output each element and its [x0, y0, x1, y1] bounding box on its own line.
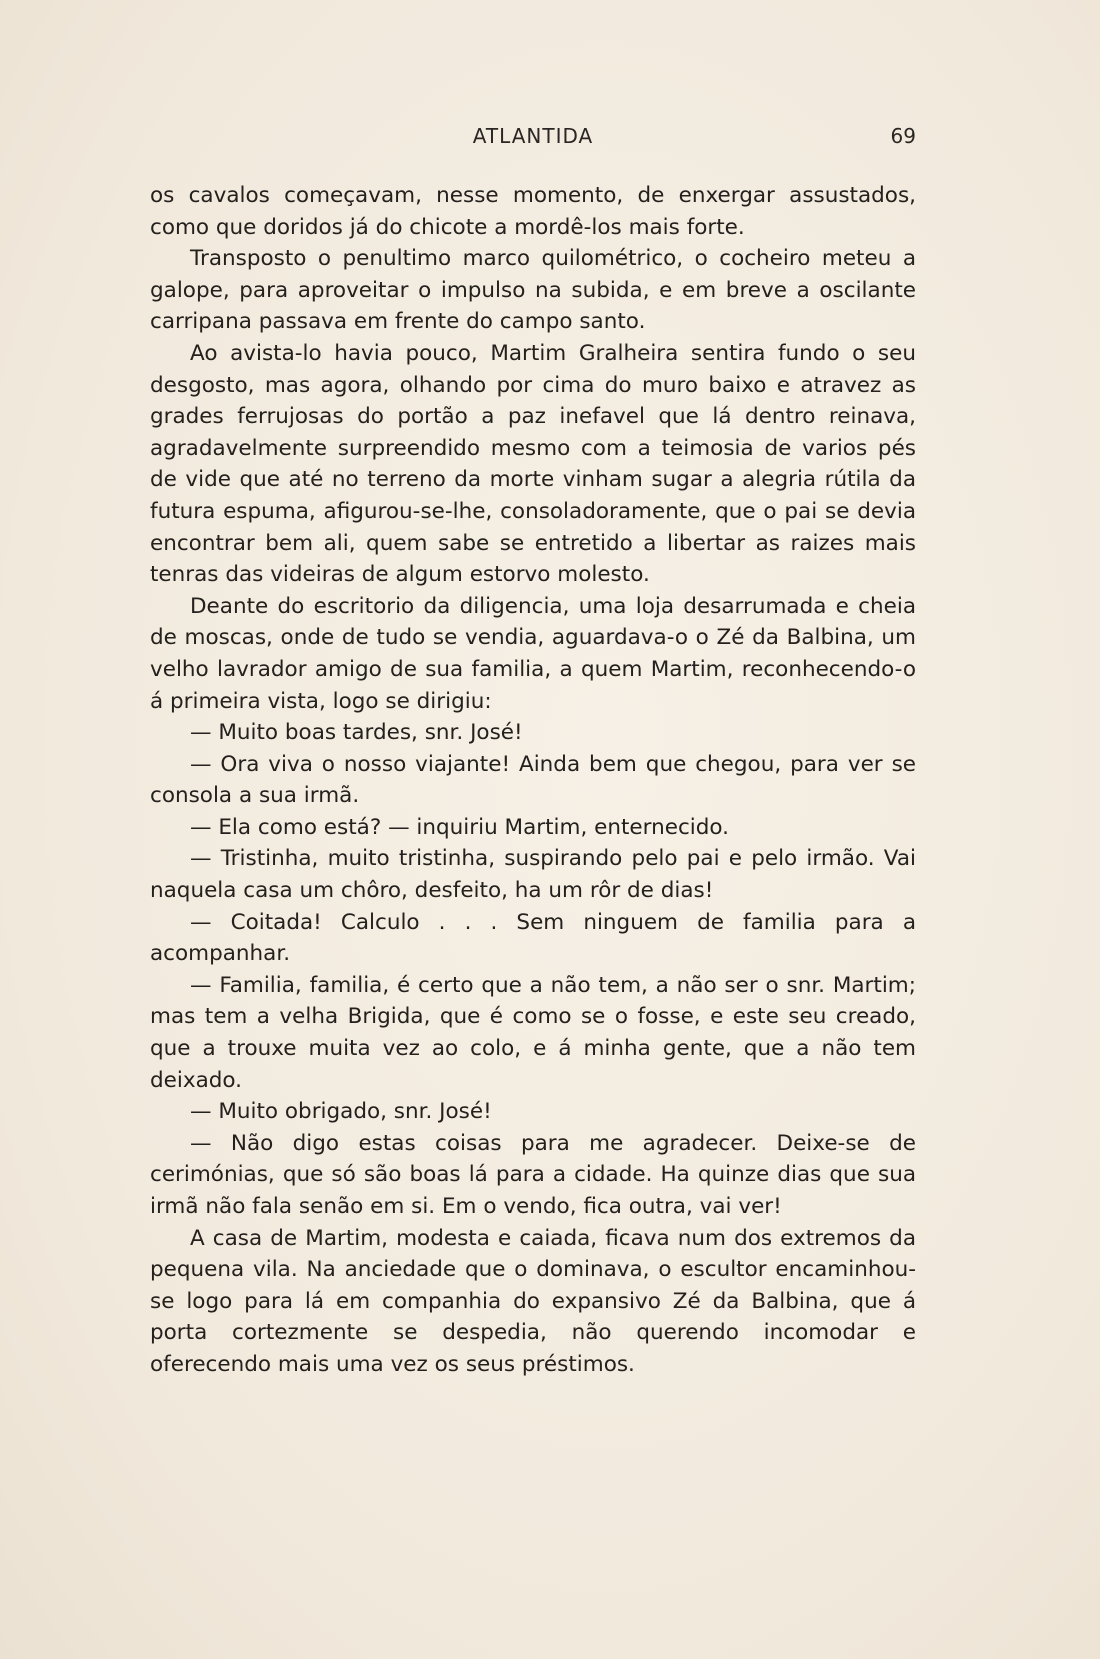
running-title: ATLANTIDA [472, 124, 594, 148]
dialogue-line: — Coitada! Calculo . . . Sem ninguem de familia para a acompanhar. [150, 909, 916, 967]
paragraph: A casa de Martim, modesta e caiada, ficava num dos extremos da pequena vila. Na anciedade que o dominava, o escultor encaminhou-se logo para lá em companhia do expansivo Zé da Balbina, que á porta cortezmente se despedia, não querendo incomodar e oferecendo mais uma vez os seus préstimos. [150, 1225, 916, 1377]
paragraph: Transposto o penultimo marco quilométrico, o cocheiro meteu a galope, para aproveitar o impulso na subida, e em breve a oscilante carripana passava em frente do campo santo. [150, 246, 916, 335]
dialogue-line: — Não digo estas coisas para me agradecer. Deixe-se de cerimónias, que só são boas lá para a cidade. Ha quinze dias que sua irmã não fala senão em si. Em o vendo, fica outra, vai ver! [150, 1130, 916, 1219]
dialogue-line: — Ela como está? — inquiriu Martim, enternecido. [190, 814, 730, 840]
page-number: 69 [890, 124, 916, 148]
dialogue-line: — Muito boas tardes, snr. José! [190, 720, 523, 746]
dialogue-line: — Muito obrigado, snr. José! [190, 1099, 492, 1125]
dialogue-line: — Familia, familia, é certo que a não tem, a não ser o snr. Martim; mas tem a velha Brigida, que é como se o fosse, e este seu creado, que a trouxe muita vez ao colo, e á minha gente, que a não tem deixado. [150, 972, 916, 1093]
dialogue-line: — Ora viva o nosso viajante! Ainda bem que chegou, para ver se consola a sua irmã. [150, 751, 916, 809]
dialogue-line: — Tristinha, muito tristinha, suspirando pelo pai e pelo irmão. Vai naquela casa um chôro, desfeito, ha um rôr de dias! [150, 846, 916, 904]
paragraph: os cavalos começavam, nesse momento, de enxergar assustados, como que doridos já do chicote a mordê-los mais forte. [150, 183, 916, 240]
paragraph: Ao avista-lo havia pouco, Martim Gralheira sentira fundo o seu desgosto, mas agora, olhando por cima do muro baixo e atravez as grades ferrujosas do portão a paz inefavel que lá dentro reinava, agradavelmente surpreendido mesmo com a teimosia de varios pés de vide que até no terreno da morte vinham sugar a alegria rútila da futura espuma, afigurou-se-lhe, consoladoramente, que o pai se devia encontrar bem ali, quem sabe se entretido a libertar as raizes mais tenras das videiras de algum estorvo molesto. [150, 340, 916, 588]
paragraph: Deante do escritorio da diligencia, uma loja desarrumada e cheia de moscas, onde de tudo se vendia, aguardava-o o Zé da Balbina, um velho lavrador amigo de sua familia, a quem Martim, reconhecendo-o á primeira vista, logo se dirigiu: [150, 593, 916, 714]
page-header [150, 120, 916, 152]
body-text [150, 180, 916, 1381]
